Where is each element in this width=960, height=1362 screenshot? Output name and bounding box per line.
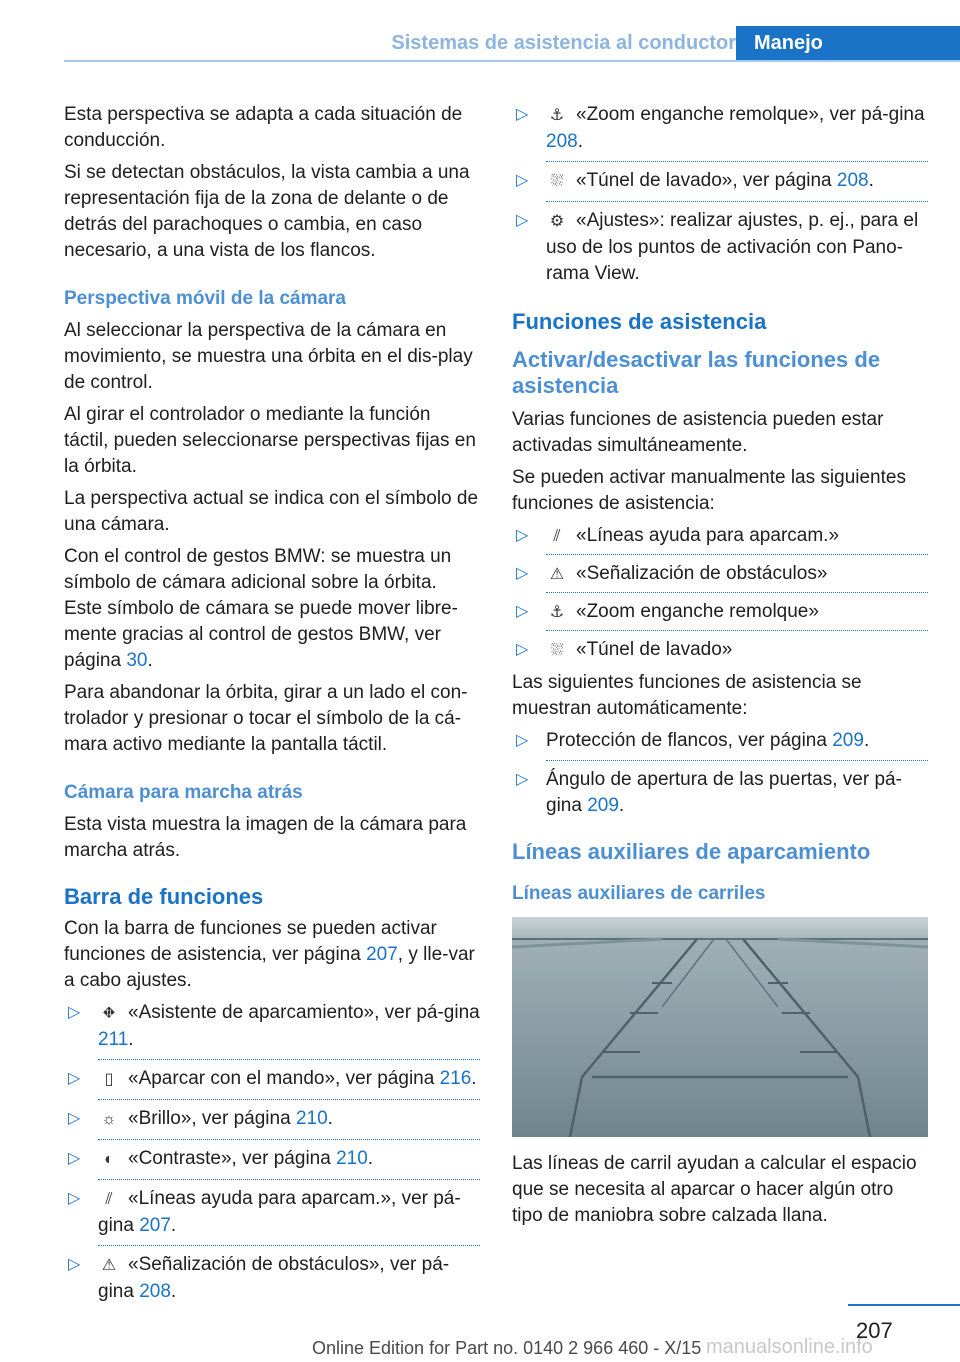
divider (98, 1179, 480, 1180)
paragraph: Esta vista muestra la imagen de la cámara para marcha atrás. (64, 814, 467, 861)
triangle-bullet-icon: ▷ (68, 1070, 81, 1087)
triangle-bullet-icon: ▷ (68, 1256, 81, 1273)
function-bar-list-continued (512, 102, 928, 287)
triangle-bullet-icon: ▷ (68, 1150, 81, 1167)
divider (546, 201, 928, 202)
obstacle-marking-icon: ⚠ (549, 566, 565, 583)
list-item: ▷ ⛖ «Asistente de aparcamiento», ver pá-gina 211. (64, 1000, 480, 1060)
paragraph: Si se detectan obstáculos, la vista cambia a una representación fija de la zona de delante o de detrás del parachoques o cambia, en caso necesario, a una vista de los flancos. (64, 162, 470, 261)
list-item: ▷ ⫽ «Líneas ayuda para aparcam.» (512, 523, 928, 555)
paragraph: Con el control de gestos BMW: se muestra un símbolo de cámara adicional sobre la órbita. Este símbolo de cámara se puede mover libre-mente gracias al control de gestos BMW, ver página 30. (64, 546, 458, 671)
page-link[interactable]: 211 (98, 1029, 129, 1050)
remote-key-icon: ▯ (104, 1071, 114, 1088)
page-link[interactable]: 207 (139, 1215, 171, 1236)
page-link[interactable]: 208 (139, 1281, 171, 1302)
manual-functions-list (512, 523, 928, 664)
page-link[interactable]: 209 (587, 795, 619, 816)
header-chapter-tab: Manejo (736, 26, 960, 60)
function-bar-list (64, 1000, 480, 1305)
list-item: ▷ ⚠ «Señalización de obstáculos» (512, 561, 928, 593)
road-surface (512, 939, 928, 1137)
obstacle-marking-icon: ⚠ (101, 1257, 117, 1274)
right-column (512, 102, 928, 1235)
divider (546, 554, 928, 555)
list-item: ▷ ⚓ «Zoom enganche remolque» (512, 599, 928, 631)
page-link[interactable]: 216 (439, 1068, 472, 1089)
heading-lineas-auxiliares-aparcamiento: Líneas auxiliares de aparcamiento (512, 839, 871, 864)
list-item: ▷ ⛆ «Túnel de lavado» (512, 637, 928, 664)
paragraph: Con la barra de funciones se pueden activar funciones de asistencia, ver página 207, y lle-var a cabo ajustes. (64, 918, 475, 991)
paragraph: Se pueden activar manualmente las siguientes funciones de asistencia: (512, 467, 906, 514)
paragraph: Al seleccionar la perspectiva de la cámara en movimiento, se muestra una órbita en el dis-play de control. (64, 320, 473, 393)
paragraph: Las líneas de carril ayudan a calcular el espacio que se necesita al aparcar o hacer algún otro tipo de maniobra sobre calzada llana. (512, 1153, 917, 1226)
heading-perspectiva-movil: Perspectiva móvil de la cámara (64, 288, 346, 309)
list-item: ▷ ☼ «Brillo», ver página 210. (64, 1106, 480, 1140)
page-link[interactable]: 210 (295, 1108, 328, 1129)
contrast-icon: ◐ (104, 1151, 114, 1168)
page-link[interactable]: 209 (832, 730, 864, 751)
brightness-icon: ☼ (101, 1111, 117, 1128)
triangle-bullet-icon: ▷ (68, 1004, 81, 1021)
triangle-bullet-icon: ▷ (68, 1110, 81, 1127)
heading-barra-de-funciones: Barra de funciones (64, 884, 264, 909)
paragraph: Varias funciones de asistencia pueden estar activadas simultáneamente. (512, 409, 884, 456)
divider (98, 1099, 480, 1100)
automatic-functions-list (512, 728, 928, 819)
divider (546, 760, 928, 761)
paragraph: Para abandonar la órbita, girar a un lado el con-trolador y presionar o tocar el símbolo de la cá-mara activo mediante la pantalla táctil. (64, 682, 468, 755)
page-link[interactable]: 210 (336, 1148, 368, 1169)
watermark: manualsonline.info (706, 1336, 873, 1358)
parking-lines-icon: ⫽ (553, 528, 561, 545)
divider (546, 161, 928, 162)
heading-lineas-auxiliares-carriles: Líneas auxiliares de carriles (512, 883, 766, 904)
paragraph: Las siguientes funciones de asistencia se muestran automáticamente: (512, 672, 862, 719)
background (512, 917, 928, 939)
page-number-rule (848, 1304, 960, 1306)
heading-activar-desactivar: Activar/desactivar las funciones de asistencia (512, 347, 881, 398)
paragraph: Al girar el controlador o mediante la función táctil, pueden seleccionarse perspectivas fijas en la órbita. (64, 404, 476, 477)
list-item: ▷ ⚓ «Zoom enganche remolque», ver pá-gina 208. (512, 102, 928, 162)
heading-camara-marcha-atras: Cámara para marcha atrás (64, 782, 303, 803)
footer-edition-text: Online Edition for Part no. 0140 2 966 460 - X/15 (312, 1338, 702, 1358)
triangle-bullet-icon: ▷ (516, 172, 529, 189)
triangle-bullet-icon: ▷ (68, 1190, 81, 1207)
list-item: ▷ ⫽ «Líneas ayuda para aparcam.», ver pá-gina 207. (64, 1186, 480, 1246)
list-item: ▷ Ángulo de apertura de las puertas, ver pá-gina 209. (516, 769, 902, 816)
car-wash-icon: ⛆ (550, 173, 564, 190)
triangle-bullet-icon: ▷ (516, 527, 529, 544)
triangle-bullet-icon: ▷ (516, 565, 529, 582)
triangle-bullet-icon: ▷ (516, 732, 529, 749)
paragraph: La perspectiva actual se indica con el símbolo de una cámara. (64, 488, 479, 535)
page-link[interactable]: 208 (836, 170, 869, 191)
header-rule (64, 60, 960, 62)
list-item: ▷ Protección de flancos, ver página 209. (512, 728, 928, 761)
page-number: 207 (856, 1318, 893, 1343)
list-item: ▷ ▯ «Aparcar con el mando», ver página 216. (64, 1066, 480, 1100)
parking-assistant-icon: ⛖ (102, 1005, 116, 1022)
page-link[interactable]: 207 (366, 944, 398, 965)
triangle-bullet-icon: ▷ (516, 771, 529, 788)
paragraph: Esta perspectiva se adapta a cada situación de conducción. (64, 104, 463, 151)
parking-lines-icon: ⫽ (105, 1191, 113, 1208)
header-section-title: Sistemas de asistencia al conductor (391, 32, 736, 54)
triangle-bullet-icon: ▷ (516, 603, 529, 620)
triangle-bullet-icon: ▷ (516, 212, 529, 229)
divider (98, 1245, 480, 1246)
list-item: ▷ ⛆ «Túnel de lavado», ver página 208. (512, 168, 928, 202)
divider (546, 630, 928, 631)
triangle-bullet-icon: ▷ (516, 641, 529, 658)
page-link[interactable]: 30 (126, 650, 148, 671)
car-wash-icon: ⛆ (550, 642, 564, 659)
trailer-hitch-icon: ⚓ (549, 604, 565, 621)
divider (98, 1059, 480, 1060)
divider (98, 1139, 480, 1140)
settings-gear-icon: ⚙ (549, 213, 565, 230)
left-column (64, 102, 480, 1311)
list-item: ▷ ⚙ «Ajustes»: realizar ajustes, p. ej., para el uso de los puntos de activación con Pano-rama View. (516, 210, 919, 284)
lane-lines-illustration (512, 917, 928, 1137)
list-item: ▷ ◐ «Contraste», ver página 210. (64, 1146, 480, 1180)
heading-funciones-de-asistencia: Funciones de asistencia (512, 309, 767, 334)
trailer-hitch-icon: ⚓ (549, 107, 565, 124)
page-link[interactable]: 208 (546, 131, 578, 152)
divider (546, 592, 928, 593)
lane-lines-camera-image (512, 917, 928, 1137)
triangle-bullet-icon: ▷ (516, 106, 529, 123)
list-item: ▷ ⚠ «Señalización de obstáculos», ver pá-gina 208. (68, 1254, 450, 1302)
